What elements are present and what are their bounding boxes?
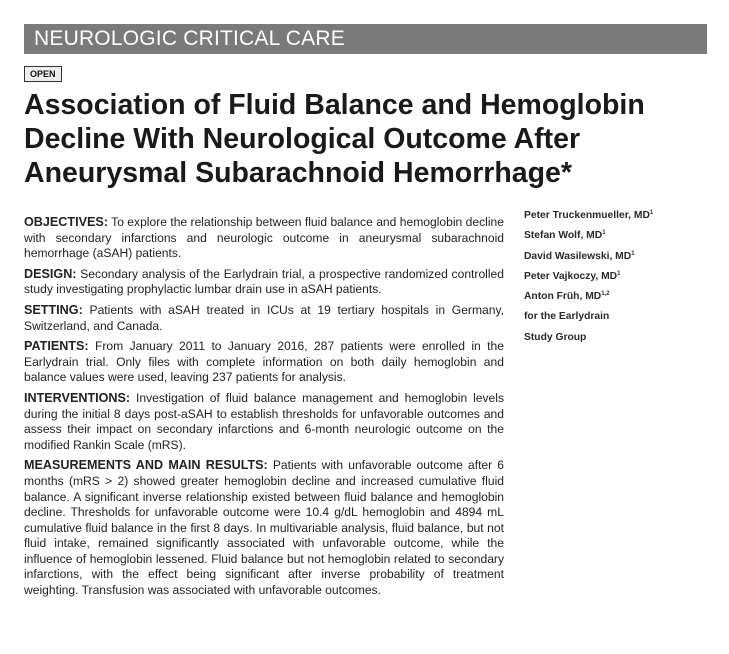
author-name: Stefan Wolf, MD xyxy=(524,230,603,242)
abstract-setting xyxy=(24,303,504,334)
author xyxy=(524,267,714,287)
abstract xyxy=(24,215,504,604)
interventions-label: INTERVENTIONS: xyxy=(24,390,131,405)
design-text: Secondary analysis of the Earlydrain trial, a prospective randomized controlled study investigating prophylactic lumbar drain use in aSAH patients. xyxy=(24,266,504,297)
author-name: Peter Truckenmueller, MD xyxy=(524,210,650,221)
abstract-interventions xyxy=(24,391,504,453)
author-list xyxy=(524,206,714,348)
abstract-design xyxy=(24,267,504,298)
section-banner: NEUROLOGIC CRITICAL CARE xyxy=(24,24,707,54)
author-name: Anton Früh, MD xyxy=(524,291,602,303)
author xyxy=(524,206,714,226)
author xyxy=(524,247,714,267)
title-line-1: Association of Fluid Balance and Hemoglobin xyxy=(24,89,645,121)
objectives-text: To explore the relationship between fluid balance and hemoglobin decline with secondary infarctions and neurologic outcome in aneurysmal subarachnoid hemorrhage (aSAH) patients. xyxy=(24,215,504,261)
author-affiliation: 1 xyxy=(617,270,621,277)
results-label: MEASUREMENTS AND MAIN RESULTS: xyxy=(24,458,268,473)
article-title xyxy=(24,88,704,190)
author-affiliation: 1 xyxy=(602,230,606,237)
author-name: Peter Vajkoczy, MD xyxy=(524,270,618,282)
interventions-text: Investigation of fluid balance management and hemoglobin levels during the initial 8 days post-aSAH to establish thresholds for unfavorable outcomes and assess their impact on secondary infarctions and 6-month neurologic outcome on the modified Rankin Scale (mRS). xyxy=(24,390,504,452)
setting-label: SETTING: xyxy=(24,302,83,317)
abstract-objectives xyxy=(24,215,504,262)
author-name: David Wasilewski, MD xyxy=(524,250,632,262)
author xyxy=(524,226,714,246)
abstract-results xyxy=(24,458,504,598)
author-affiliation: 1 xyxy=(649,210,654,216)
author-affiliation: 1,2 xyxy=(601,291,610,298)
open-access-badge: OPEN xyxy=(24,66,62,82)
study-group-line-2: Study Group xyxy=(524,331,587,343)
author-affiliation: 1 xyxy=(631,250,635,257)
patients-label: PATIENTS: xyxy=(24,339,89,354)
patients-text: From January 2011 to January 2016, 287 patients were enrolled in the Earlydrain trial. Only files with complete information on both daily hemoglobin and balance values were used, leaving 237 patients for analysis. xyxy=(24,339,504,385)
title-line-3: Aneurysmal Subarachnoid Hemorrhage* xyxy=(24,157,572,189)
title-line-2: Decline With Neurological Outcome After xyxy=(24,123,581,155)
design-label: DESIGN: xyxy=(24,266,77,281)
author xyxy=(524,287,714,307)
setting-text: Patients with aSAH treated in ICUs at 19 tertiary hospitals in Germany, Switzerland, and Canada. xyxy=(24,302,504,333)
objectives-label: OBJECTIVES: xyxy=(24,215,108,229)
abstract-patients xyxy=(24,339,504,386)
results-text: Patients with unfavorable outcome after 6 months (mRS > 2) showed greater hemoglobin decline and increased cumulative fluid balance. A significant inverse relationship existed between fluid balance and hemoglobin decline. Thresholds for unfavorable outcome were 10.4 g/dL hemoglobin and 4894 mL cumulative fluid balance in the first 8 days. In multivariable analysis, fluid balance, but not fluid intake, remained significantly associated with unfavorable outcome, while the influence of hemoglobin lessened. Fluid balance but not hemoglobin related to secondary infarctions, with the effect being significant after inverse probability of treatment weighting. Transfusion was associated with unfavorable outcomes. xyxy=(24,458,504,598)
study-group-line-1: for the Earlydrain xyxy=(524,311,610,323)
